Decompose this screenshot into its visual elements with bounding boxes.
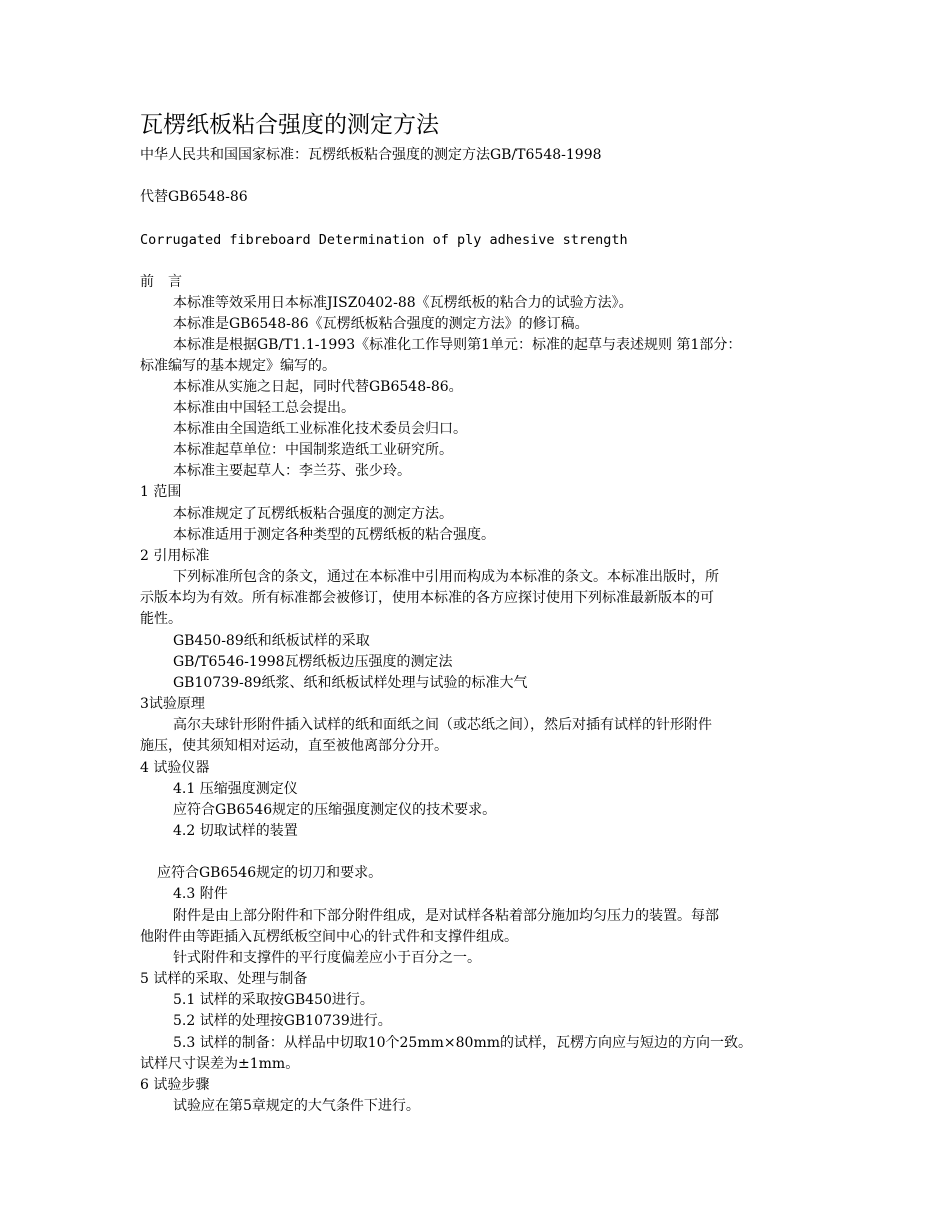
section-paragraph: 5.3 试样的制备：从样品中切取10个25mm×80mm的试样，瓦楞方向应与短边的方向一致。 [173,1035,752,1051]
section-paragraph: 附件是由上部分附件和下部分附件组成，是对试样各粘着部分施加均匀压力的装置。每部 [173,908,719,924]
preface-paragraph: 本标准由全国造纸工业标准化技术委员会归口。 [173,421,467,437]
subsection-heading: 4.3 附件 [173,886,228,902]
section-paragraph: 能性。 [140,611,182,627]
section-paragraph: 5.2 试样的处理按GB10739进行。 [173,1013,392,1029]
section-paragraph: 5.1 试样的采取按GB450进行。 [173,992,374,1008]
section-paragraph: 下列标准所包含的条文，通过在本标准中引用而构成为本标准的条文。本标准出版时，所 [173,569,719,585]
section-paragraph: 本标准规定了瓦楞纸板粘合强度的测定方法。 [173,506,453,522]
section-heading: 1 范围 [140,484,182,500]
section-paragraph: 高尔夫球针形附件插入试样的纸和面纸之间（或芯纸之间），然后对插有试样的针形附件 [173,717,712,733]
section-heading: 5 试样的采取、处理与制备 [140,971,308,987]
section-heading: 3试验原理 [140,696,205,712]
replaces-note: 代替GB6548-86 [140,189,248,205]
preface-paragraph: 本标准由中国轻工总会提出。 [173,400,355,416]
subsection-heading: 4.2 切取试样的装置 [173,823,298,839]
reference-item: GB/T6546-1998瓦楞纸板边压强度的测定法 [173,654,453,670]
preface-paragraph: 本标准是GB6548-86《瓦楞纸板粘合强度的测定方法》的修订稿。 [173,316,589,332]
section-paragraph: 应符合GB6546规定的压缩强度测定仪的技术要求。 [173,802,497,818]
section-paragraph: 施压，使其须知相对运动，直至被他离部分分开。 [140,738,448,754]
english-title: Corrugated fibreboard Determination of ply adhesive strength [140,232,628,248]
preface-paragraph: 本标准主要起草人：李兰芬、张少玲。 [173,463,411,479]
section-heading: 2 引用标准 [140,548,210,564]
section-paragraph: 针式附件和支撑件的平行度偏差应小于百分之一。 [173,950,481,966]
document-subtitle: 中华人民共和国国家标准：瓦楞纸板粘合强度的测定方法GB/T6548-1998 [140,147,602,163]
section-paragraph: 他附件由等距插入瓦楞纸板空间中心的针式件和支撑件组成。 [140,929,518,945]
section-paragraph: 示版本均为有效。所有标准都会被修订，使用本标准的各方应探讨使用下列标准最新版本的可 [140,590,714,606]
section-paragraph: 试验应在第5章规定的大气条件下进行。 [173,1098,420,1114]
preface-paragraph: 本标准起草单位：中国制浆造纸工业研究所。 [173,442,453,458]
preface-paragraph: 本标准是根据GB/T1.1-1993《标准化工作导则第1单元：标准的起草与表述规则 第1部分： [173,337,742,353]
preface-paragraph: 标准编写的基本规定》编写的。 [140,358,336,374]
section-paragraph: 应符合GB6546规定的切刀和要求。 [157,865,383,881]
section-heading: 4 试验仪器 [140,760,210,776]
section-paragraph: 试样尺寸误差为±1mm。 [140,1056,300,1072]
subsection-heading: 4.1 压缩强度测定仪 [173,781,298,797]
reference-item: GB10739-89纸浆、纸和纸板试样处理与试验的标准大气 [173,675,528,691]
document-title: 瓦楞纸板粘合强度的测定方法 [140,112,439,138]
reference-item: GB450-89纸和纸板试样的采取 [173,633,370,649]
section-paragraph: 本标准适用于测定各种类型的瓦楞纸板的粘合强度。 [173,527,495,543]
preface-heading: 前 言 [140,274,182,290]
preface-paragraph: 本标准从实施之日起，同时代替GB6548-86。 [173,379,463,395]
preface-paragraph: 本标准等效采用日本标准JISZ0402-88《瓦楞纸板的粘合力的试验方法》。 [173,295,633,311]
section-heading: 6 试验步骤 [140,1077,210,1093]
